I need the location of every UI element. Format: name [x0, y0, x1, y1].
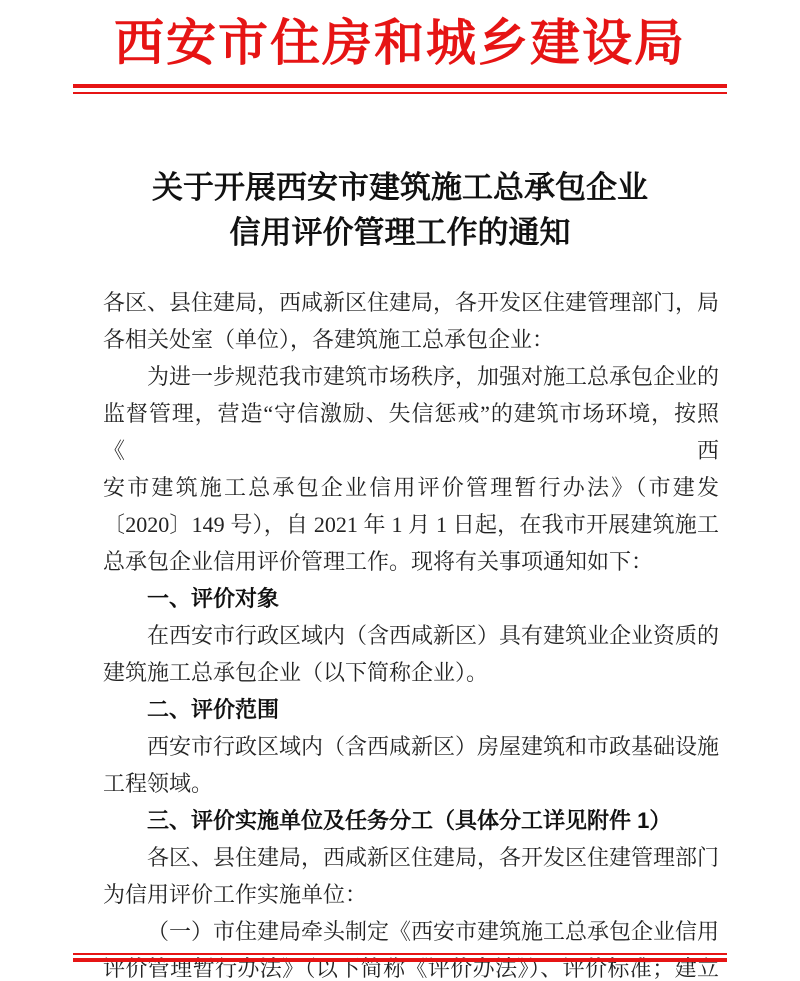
body-line: 监督管理，营造“守信激励、失信惩戒”的建筑市场环境，按照《西 [103, 401, 719, 463]
body-line: 评价管理暂行办法》（以下简称《评价办法》）、评价标准；建立 [103, 956, 719, 981]
body-line: 安市建筑施工总承包企业信用评价管理暂行办法》（市建发 [103, 475, 719, 500]
section-heading: 三、评价实施单位及任务分工（具体分工详见附件 1） [147, 808, 672, 833]
body-line: 总承包企业信用评价管理工作。现将有关事项通知如下： [103, 549, 654, 574]
document-title-line-2: 信用评价管理工作的通知 [229, 215, 571, 250]
footer-double-rule [73, 953, 727, 962]
body-line: 在西安市行政区域内（含西咸新区）具有建筑业企业资质的 [147, 623, 720, 648]
body-line: 〔2020〕149 号），自 2021 年 1 月 1 日起，在我市开展建筑施工 [103, 512, 719, 537]
body-line: 各区、县住建局，西咸新区住建局，各开发区住建管理部门，局 [103, 290, 720, 315]
body-line: 为信用评价工作实施单位： [103, 882, 368, 907]
document-title-line-1: 关于开展西安市建筑施工总承包企业 [152, 170, 648, 205]
letterhead-org-name: 西安市住房和城乡建设局 [114, 15, 686, 71]
section-heading: 二、评价范围 [147, 697, 280, 722]
body-line: 各相关处室（单位），各建筑施工总承包企业： [103, 327, 555, 352]
document-title [0, 165, 800, 255]
body-line: 建筑施工总承包企业（以下简称企业）。 [103, 660, 489, 685]
body-line: 工程领域。 [103, 771, 214, 796]
body-line: （一）市住建局牵头制定《西安市建筑施工总承包企业信用 [147, 919, 720, 944]
section-heading: 一、评价对象 [147, 586, 280, 611]
body-line: 各区、县住建局，西咸新区住建局，各开发区住建管理部门 [147, 845, 720, 870]
letterhead-double-rule [73, 84, 727, 94]
body-line: 西安市行政区域内（含西咸新区）房屋建筑和市政基础设施 [147, 734, 720, 759]
body-line: 为进一步规范我市建筑市场秩序，加强对施工总承包企业的 [147, 364, 720, 389]
document-body [103, 284, 719, 981]
